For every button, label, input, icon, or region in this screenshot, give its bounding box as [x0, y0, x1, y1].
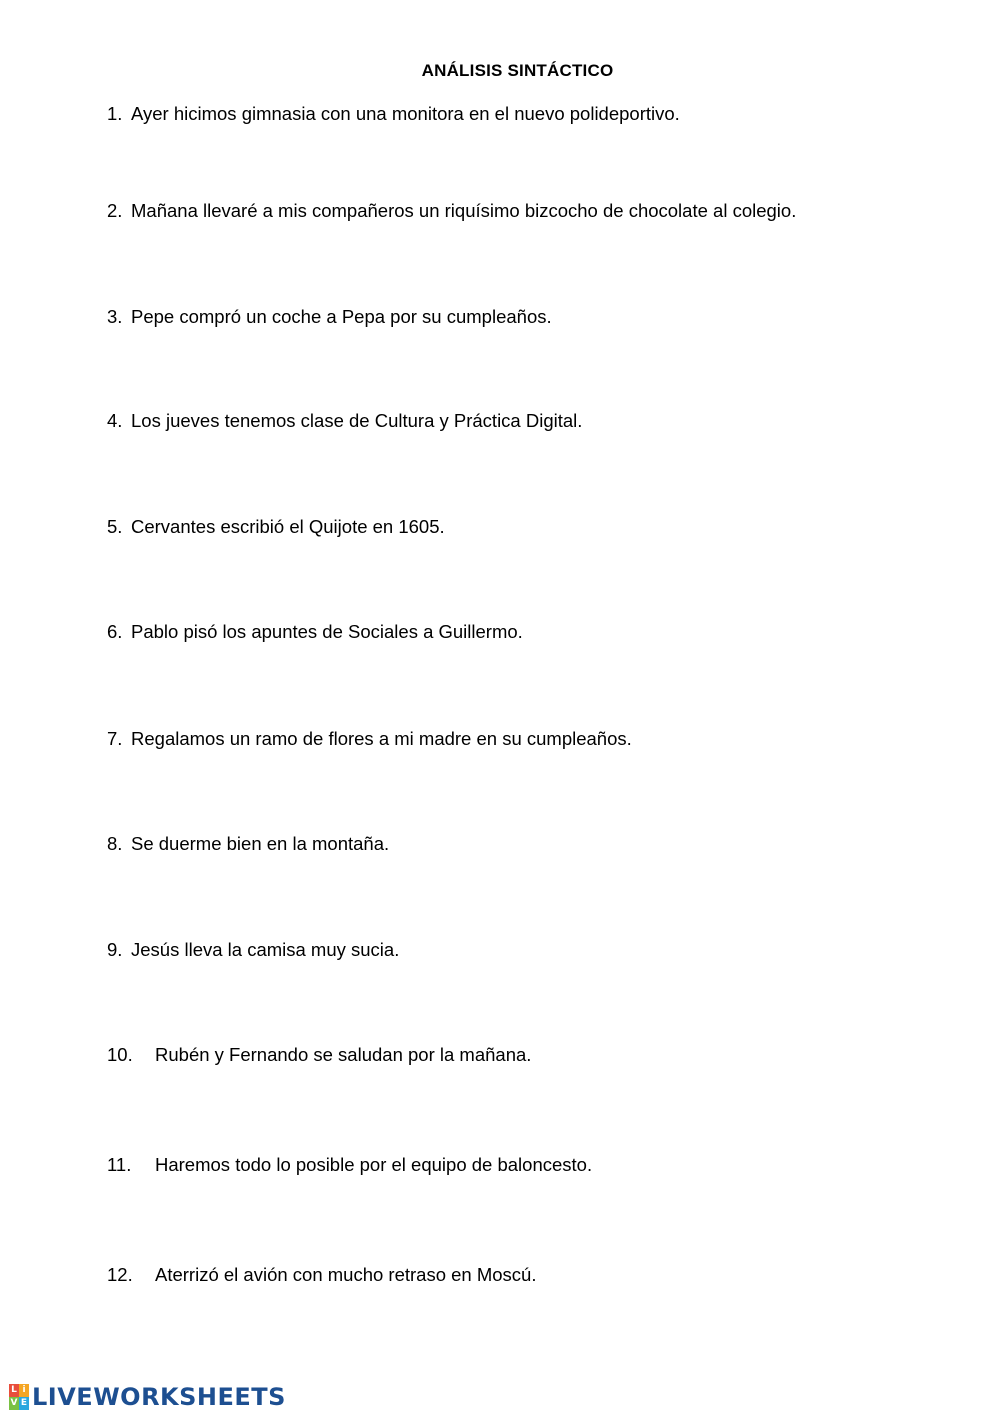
item-number: 8.: [107, 833, 123, 854]
item-number: 1.: [107, 103, 123, 124]
item-number: 2.: [107, 200, 123, 221]
exercise-item-4: [107, 409, 582, 433]
item-number: 10.: [107, 1044, 133, 1065]
exercise-item-2: [107, 199, 796, 223]
exercise-item-8: [107, 832, 389, 856]
item-text: Ayer hicimos gimnasia con una monitora en el nuevo polideportivo.: [131, 103, 680, 124]
item-number: 4.: [107, 410, 123, 431]
item-number: 6.: [107, 621, 123, 642]
logo-mark-cell: i: [19, 1384, 29, 1397]
item-number: 3.: [107, 306, 123, 327]
item-number: 11.: [107, 1154, 132, 1175]
exercise-item-10: [107, 1043, 531, 1067]
item-number: 12.: [107, 1264, 133, 1285]
item-text: Mañana llevaré a mis compañeros un riquísimo bizcocho de chocolate al colegio.: [131, 200, 797, 221]
item-text: Regalamos un ramo de flores a mi madre en su cumpleaños.: [131, 728, 632, 749]
item-text: Cervantes escribió el Quijote en 1605.: [131, 516, 445, 537]
logo-mark-cell: V: [10, 1398, 18, 1408]
exercise-item-9: [107, 938, 399, 962]
page-title: ANÁLISIS SINTÁCTICO: [421, 61, 614, 80]
item-text: Rubén y Fernando se saludan por la mañana.: [155, 1044, 532, 1065]
logo-mark-cell: L: [9, 1384, 19, 1397]
item-text: Los jueves tenemos clase de Cultura y Práctica Digital.: [131, 410, 583, 431]
exercise-item-6: [107, 620, 523, 644]
exercise-item-11: [107, 1153, 592, 1177]
exercise-item-7: [107, 727, 632, 751]
logo-mark-icon: [9, 1384, 29, 1410]
item-text: Aterrizó el avión con mucho retraso en Moscú.: [155, 1264, 537, 1285]
item-text: Jesús lleva la camisa muy sucia.: [131, 939, 400, 960]
logo-text: LIVEWORKSHEETS: [32, 1383, 286, 1411]
exercise-item-12: [107, 1263, 536, 1287]
item-text: Haremos todo lo posible por el equipo de baloncesto.: [155, 1154, 593, 1175]
item-number: 7.: [107, 728, 123, 749]
exercise-item-5: [107, 515, 445, 539]
liveworksheets-logo[interactable]: [9, 1382, 286, 1412]
exercise-item-1: [107, 102, 680, 126]
exercise-item-3: [107, 305, 552, 329]
item-text: Se duerme bien en la montaña.: [131, 833, 390, 854]
item-text: Pablo pisó los apuntes de Sociales a Guillermo.: [131, 621, 523, 642]
item-number: 9.: [107, 939, 123, 960]
item-number: 5.: [107, 516, 123, 537]
item-text: Pepe compró un coche a Pepa por su cumpleaños.: [131, 306, 552, 327]
logo-mark-cell: E: [20, 1398, 28, 1408]
